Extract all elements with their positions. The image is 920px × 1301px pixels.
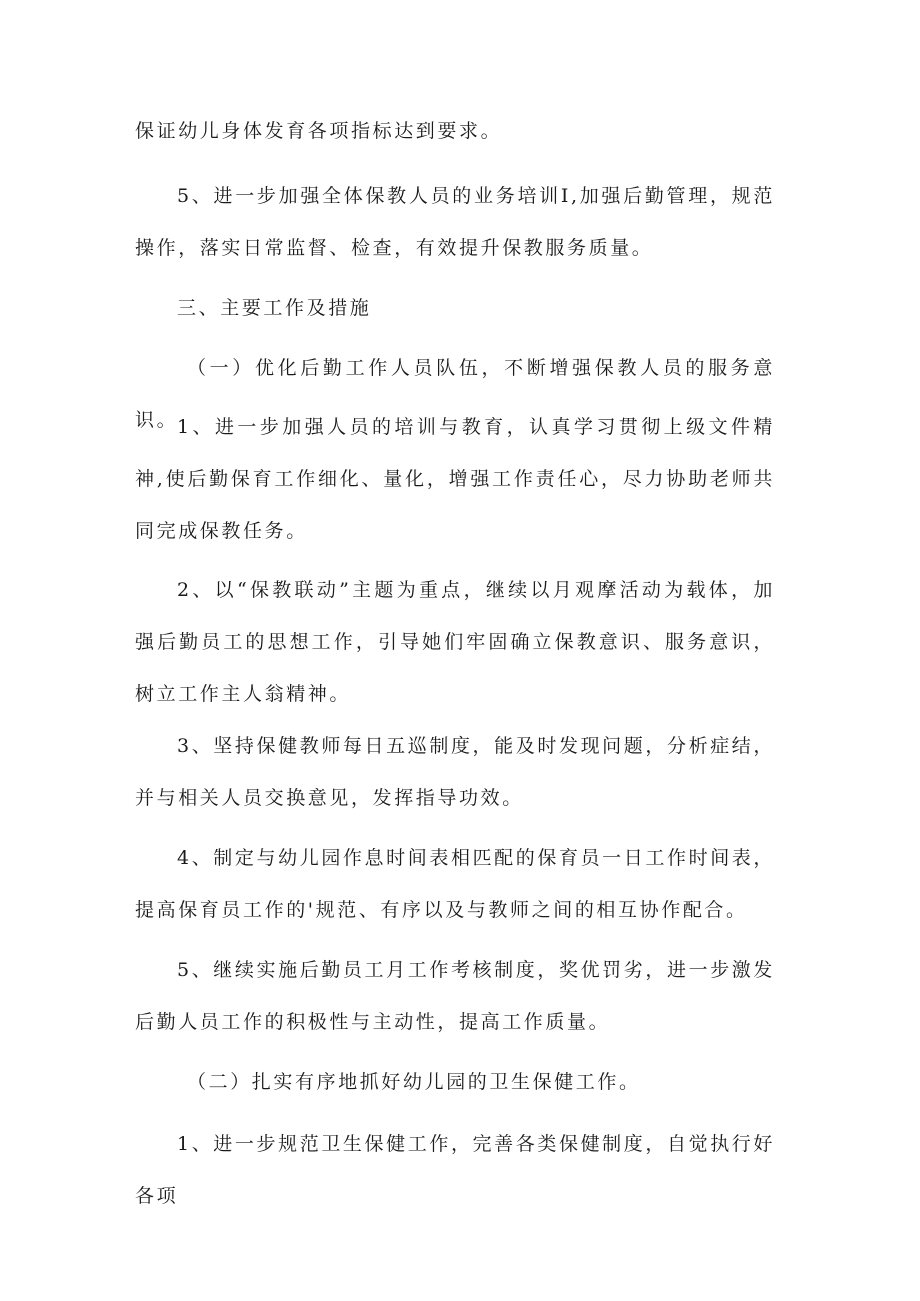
paragraph-item-1: 1、进一步加强人员的培训与教育，认真学习贯彻上级文件精神,使后勤保育工作细化、量化，增强工作责任心，尽力协助老师共同完成保教任务。 [135,416,775,542]
paragraph-item-5b: 5、继续实施后勤员工月工作考核制度，奖优罚劣，进一步激发后勤人员工作的积极性与主动性，提高工作质量。 [135,959,775,1033]
paragraph-item-5: 5、进一步加强全体保教人员的业务培训I,加强后勤管理，规范操作，落实日常监督、检查，有效提升保教服务质量。 [135,185,775,259]
subsection-heading-2: （二）扎实有序地抓好幼儿园的卫生保健工作。 [187,1071,641,1093]
paragraph-item-4: 4、制定与幼儿园作息时间表相匹配的保育员一日工作时间表，提高保育员工作的'规范、有序以及与教师之间的相互协作配合。 [135,847,775,921]
paragraph-item-3: 3、坚持保健教师每日五巡制度，能及时发现问题，分析症结，并与相关人员交换意见，发挥指导功效。 [135,735,775,809]
paragraph-item-1b: 1、进一步规范卫生保健工作，完善各类保健制度，自觉执行好各项 [135,1133,775,1207]
paragraph-continuation: 保证幼儿身体发育各项指标达到要求。 [135,120,503,142]
paragraph-item-2: 2、以“保教联动”主题为重点，继续以月观摩活动为载体，加强后勤员工的思想工作，引导她们牢固确立保教意识、服务意识，树立工作主人翁精神。 [135,579,775,705]
subsection-heading-1: （一）优化后勤工作人员队伍，不断增强保教人员的服务意识。 [135,357,775,431]
section-heading-3: 三、主要工作及措施 [177,297,372,319]
